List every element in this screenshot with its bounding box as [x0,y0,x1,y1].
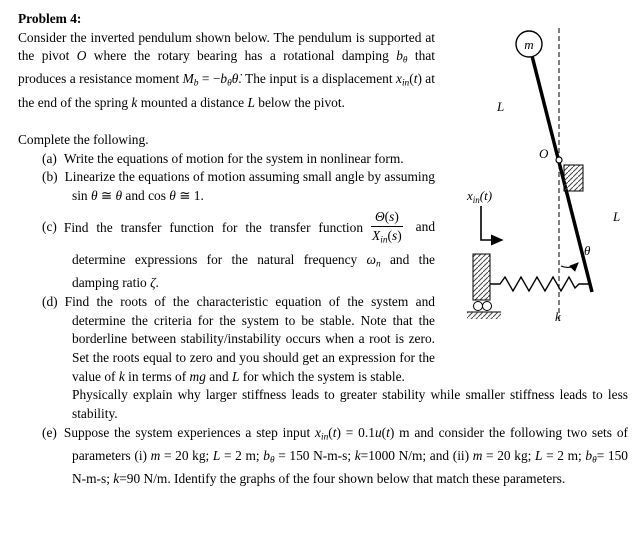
input-label-x: x [467,188,473,203]
text-segment: Find the roots of the characteristic equation of the system and determine the criteria for the system to be stable. Note that the borderline between stability/instability occurs when a root is zero. Set the roots equal to zero and you should get an expression for the value of [64,293,435,384]
text-segment: θ [169,188,176,203]
text-segment: ω [366,252,376,268]
input-direction-arrow [481,206,502,240]
text-segment: x [395,71,402,87]
text-segment: b [193,78,199,89]
spring [490,277,590,291]
text-segment: θ̇ [231,71,239,87]
text-segment: ζ [150,275,156,291]
spring-label: k [555,309,561,324]
text-segment: =90 N/m. Identify the graphs of the four shown below that match these parameters. [119,470,566,486]
text-segment: L [535,447,543,463]
text-segment: Find the transfer function for the transfer function [63,219,371,235]
text-segment: that produces a resistance moment [18,48,435,87]
text-segment: Physically explain why larger stiffness leads to greater stability while smaller stiffness leads to less stability. [72,387,628,422]
text-segment: θ [115,188,123,203]
pivot-label: O [539,146,549,161]
text-segment: n [376,259,381,270]
text-segment: = 2 m; [542,447,586,463]
text-segment: θ [402,55,408,66]
text-segment: = 150 N-m-s; [72,447,628,486]
text-segment: t [413,71,418,87]
text-segment: ( [409,71,414,87]
text-segment: and cos [122,188,170,203]
item-d-text [65,294,435,384]
text-segment: in [320,432,329,443]
item-b-label: (b) [42,169,58,185]
text-segment: ≅ 1. [175,188,204,203]
fraction-denominator [371,227,403,248]
text-segment: u [374,424,382,440]
item-a-label: (a) [42,150,57,166]
roller-left [474,302,483,311]
ground-hatch [467,312,501,319]
text-segment: ) at the end of the spring [18,71,435,110]
text-segment: θ [592,455,597,466]
text-segment: ( [384,208,390,224]
item-e-label: (e) [42,424,57,440]
complete-instruction: Complete the following. [18,131,149,147]
text-segment: ) [397,227,402,243]
text-segment: Consider the inverted pendulum shown below. The pendulum is supported at the pivot [18,29,435,64]
text-segment: b [220,71,228,87]
input-label-t: (t) [479,188,493,203]
text-segment: Write the equations of motion for the system in nonlinear form. [63,150,404,166]
upper-length-label: L [497,99,505,114]
text-segment: m [150,447,161,463]
pendulum-figure [443,12,628,352]
text-segment: b [263,447,270,463]
text-segment: in terms of [124,368,190,384]
text-segment: s [392,227,398,243]
text-segment: θ [90,188,98,203]
text-segment: t [386,424,390,440]
text-segment: k [131,94,138,110]
problem-title: Problem 4: [18,11,82,26]
text-segment: Suppose the system experiences a step input [63,424,316,440]
item-c-label: (c) [42,219,57,235]
text-segment: X [372,227,381,243]
text-segment: = 150 N-m-s; [274,447,355,463]
angle-label: θ [584,243,591,258]
angle-arrow [561,263,578,267]
text-segment: ( [328,424,333,440]
text-segment: = 20 kg; [482,447,536,463]
bearing-mount [564,165,583,191]
text-segment: in [380,235,388,246]
text-segment: = 20 kg; [160,447,213,463]
item-b-text [65,169,435,203]
text-segment: and the damping ratio [72,252,435,291]
item-e-text [64,425,628,486]
text-segment: = − [198,71,221,87]
text-segment: t [332,424,337,440]
item-d-continued [72,386,628,423]
text-segment: k [113,470,120,486]
text-segment: Θ [374,208,385,224]
text-segment: θ [227,78,232,89]
text-segment: where the rotary bearing has a rotational damping [86,48,397,64]
input-label [466,188,492,205]
text-segment: m [472,447,483,463]
text-segment: x [315,424,321,440]
fraction-numerator [371,209,403,227]
text-segment: mg [189,368,206,384]
text-segment: M [182,71,194,87]
text-segment: and [205,368,232,384]
text-segment: ( [387,227,392,243]
text-segment: k [354,447,361,463]
text-segment: L [247,94,255,110]
text-segment: ) = 0.1 [336,424,375,440]
text-segment: for which the system is stable. [239,368,405,384]
item-a-text [64,151,404,166]
text-segment: ≅ [97,188,116,203]
text-segment: k [118,368,125,384]
item-d-label: (d) [42,293,58,309]
text-segment: and determine expressions for the natural frequency [72,219,436,268]
text-segment: θ [269,455,275,466]
roller-right [483,302,492,311]
transfer-function-fraction [371,209,403,248]
text-segment: O [76,48,87,64]
text-segment: ) [394,208,399,224]
text-segment: b [396,48,403,64]
text-segment: ) m and consider the following two sets of parameters (i) [72,424,628,463]
pendulum-diagram [443,12,628,352]
lower-length-label: L [613,209,621,224]
text-segment: Linearize the equations of motion assuming small angle by assuming sin [64,169,435,203]
text-segment: = 2 m; [220,447,264,463]
text-segment: =1000 N/m; and (ii) [360,447,473,463]
mass-label: m [524,37,534,52]
input-label-sub: in [472,195,480,205]
item-e [42,424,628,489]
text-segment: mounted a distance [137,94,248,110]
pivot-pin [556,157,562,163]
text-segment: below the pivot. [254,94,345,110]
text-segment: ( [381,424,387,440]
text-segment: s [389,208,395,224]
item-c-text-pre [64,219,371,234]
text-segment: . [155,275,159,291]
text-segment: L [212,447,221,463]
text-segment: in [401,78,410,89]
text-segment: b [585,447,593,463]
input-slider-block [473,254,490,300]
text-segment: L [231,368,240,384]
text-segment: . The input is a displacement [238,71,396,87]
